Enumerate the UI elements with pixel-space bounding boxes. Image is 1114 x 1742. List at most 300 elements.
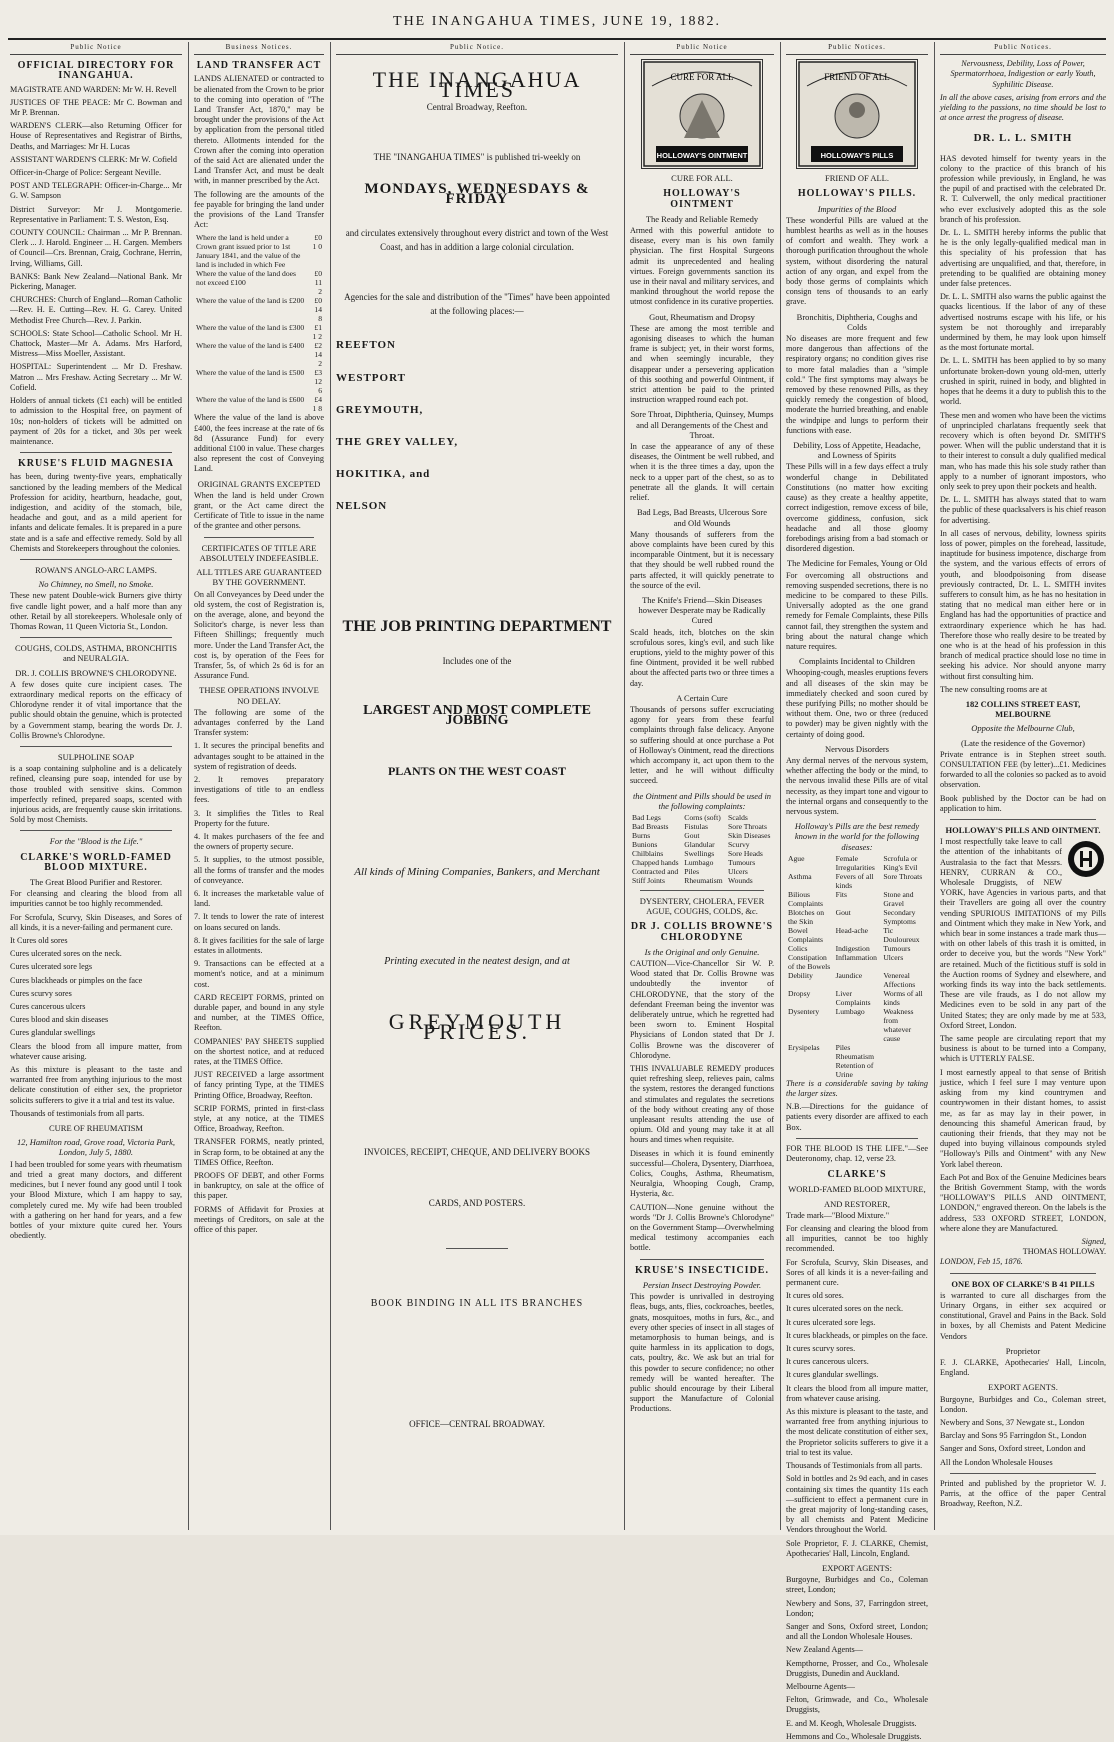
table-cell: Female Irregularities xyxy=(835,853,875,872)
divider xyxy=(446,1248,508,1249)
list-item: Officer-in-Charge of Police: Sergeant Neville. xyxy=(10,168,162,178)
table-cell: Sore Throats xyxy=(728,821,767,831)
smith-intro-2: In all the above cases, arising from errors and the yielding to the passions, no time should be lost to at once arrest the progress of disease. xyxy=(940,92,1106,123)
list-item: Thousands of testimonials from all parts. xyxy=(10,1108,145,1118)
cure-for-all: CURE FOR ALL. xyxy=(671,173,733,184)
pills-logo-label: FRIEND OF ALL xyxy=(824,72,890,83)
certificates-subtitle: ALL TITLES ARE GUARANTEED BY THE GOVERNMENT. xyxy=(196,567,322,588)
certain-cure-text: Thousands of persons suffer excruciating agony for years from these fearful complaints through false delicacy. Anyone so suffering should at once purchase a Pot of Holloway's Ointment, read the directions which accompany it, act upon them to the letter, and he will without difficulty succeed. xyxy=(630,704,774,786)
plants-heading: PLANTS ON THE WEST COAST xyxy=(387,764,567,779)
operations-list xyxy=(194,741,324,989)
table-cell xyxy=(881,1061,928,1079)
table-cell: Scalds xyxy=(728,812,748,822)
list-item: ASSISTANT WARDEN'S CLERK: Mr W. Cofield xyxy=(10,154,178,164)
list-item: MAGISTRATE AND WARDEN: Mr W. H. Revell xyxy=(10,84,177,94)
table-row xyxy=(194,269,324,296)
proprietor-label: Proprietor xyxy=(1005,1345,1041,1356)
list-item: Sold in bottles and 2s 9d each, and in cases containing six times the quantity 11s each—sufficient to effect a permanent cure in the great majority of long-standing cases, by all chemists and Patent Medicine Vendors throughout the World. xyxy=(786,1474,928,1535)
table-row xyxy=(630,831,774,840)
export-agents-list xyxy=(940,1395,1106,1468)
divider xyxy=(796,1138,918,1139)
table-cell: Bad Breasts xyxy=(632,821,669,831)
table-cell: Asthma xyxy=(788,871,812,881)
clarkes-title: CLARKE'S xyxy=(827,1169,887,1181)
table-cell: £1 1 2 xyxy=(312,323,322,342)
table-cell: Inflammation xyxy=(835,952,877,962)
table-cell: Gout xyxy=(684,830,700,840)
list-item: Burgoyne, Burbidges and Co., Coleman street, London. xyxy=(940,1394,1106,1414)
list-item: E. and M. Keogh, Wholesale Druggists. xyxy=(786,1718,917,1728)
caution-text: CAUTION—Vice-Chancellor Sir W. P. Wood stated that Dr. Collis Browne was undoubtedly the inventor of CHLORODYNE, that the story of the defendant Freeman being the inventor was deliberately untrue, which he regretted had been sworn to. Eminent Hospital Physicians of London stated that Dr J. Collis Browne was the discoverer of Chlorodyne. xyxy=(630,959,774,1060)
table-row xyxy=(630,813,774,822)
paper-address: Central Broadway, Reefton. xyxy=(426,101,528,112)
smith-consultation: Private entrance is in Stephen street south. CONSULTATION FEE (by letter)...£1. Medicines forwarded to all the colonies so packed as to avoid observation. xyxy=(940,749,1106,790)
kinds-note: All kinds of Mining Companies, Bankers, and Merchant xyxy=(354,865,600,878)
list-item: Cures blood and skin diseases xyxy=(10,1015,109,1025)
pills-logo-icon xyxy=(796,59,918,169)
testimonial-text: I had been troubled for some years with rheumatism and tried a great many doctors, and different medicines, but I never found any good until I took your Blood Mixture, which I am happy to say, completely cured me. My wife had been troubled with a gathering on her hand for years, and a few bottles of your mixture quite cured her. Yours obediently. xyxy=(10,1159,182,1241)
smith-paragraph: In all cases of nervous, debility, lowness spirits loss of power, pimples on the forehead, lassitude, inaptitude for business impotence, discharge from the system, and the various effects of errors of youth, and bloodpoisoning from disease previously contracted, Dr. L. L. SMITH invites sufferers to consult him, as he has no hesitation in stating that no medical man either here or in England has had the opportunities of practice and extraordinary experience which he has had. Therefore those who really desire to be treated by one who is at the head of his profession in this branch of medical practice should lose no time in seeking his advice. Nor should anyone marry without first consulting him. xyxy=(940,528,1106,681)
list-item: Felton, Grimwade, and Co., Wholesale Druggists, xyxy=(786,1695,928,1715)
list-item: Kempthorne, Prosser, and Co., Wholesale Druggists, Dunedin and Auckland. xyxy=(786,1658,928,1678)
saving-note: There is a considerable saving by taking the larger sizes. xyxy=(786,1078,928,1098)
smith-paragraph: The new consulting rooms are at xyxy=(940,684,1048,694)
table-cell: Liver Complaints xyxy=(835,988,871,1007)
list-item: CARD RECEIPT FORMS, printed on durable paper, and bound in any style and number, at the TIMES Office, Reefton. xyxy=(194,992,324,1033)
impurities-heading: Impurities of the Blood xyxy=(817,203,897,214)
list-item: New Zealand Agents— xyxy=(786,1645,863,1655)
table-cell: Bad Legs xyxy=(632,812,661,822)
table-row xyxy=(786,971,928,989)
skin-text: Scald heads, itch, blotches on the skin scrofulous sores, king's evil, and such like eruptions, yield to the mighty power of this fine Ointment, provided it be well rubbed about the affected parts two or three times a day. xyxy=(630,627,774,688)
list-item: Newbery and Sons, 37 Newgate st., London xyxy=(940,1417,1085,1427)
holloway-notice-title: HOLLOWAY'S PILLS AND OINTMENT. xyxy=(945,825,1101,836)
column-heading: Public Notices. xyxy=(940,42,1106,55)
lamps-title: ROWAN'S ANGLO-ARC LAMPS. xyxy=(35,564,157,575)
cough-text: A few doses quite cure incipient cases. The extraordinary medical reports on the efficacy of Chlorodyne render it of vital importance that the public should obtain the genuine, which is protected by a Government stamp, bearing the words Dr. J. Collis Browne's Chlorodyne. xyxy=(10,679,182,740)
table-cell: Fistulas xyxy=(684,821,708,831)
export-agents-heading: EXPORT AGENTS. xyxy=(988,1382,1058,1393)
certificates-text: On all Conveyances by Deed under the old system, the cost of Registration is, on the average, alone, and beyond the Solicitor's charge, is never less than Fifteen Shillings; frequently much more. Under the Land Transfer Act, the cost is, by operation of the Fees for Transfer, 5s, of which 2s 6d is for an Assurance Fund. xyxy=(194,589,324,681)
lamps-subtitle: No Chimney, no Smell, no Smoke. xyxy=(38,579,154,590)
cards-note: CARDS, AND POSTERS. xyxy=(428,1197,526,1208)
table-cell: Ulcers xyxy=(883,952,904,962)
table-cell: Sore Heads xyxy=(728,848,763,858)
divider xyxy=(20,746,172,747)
list-item: Burgoyne, Burbidges and Co., Coleman street, London; xyxy=(786,1575,928,1595)
divider xyxy=(20,830,172,831)
diseases-text: Diseases in which it is found eminently successful—Cholera, Dysentery, Diarrhoea, Colics, Coughs, Asthma, Rheumatism, Neuralgia, Whooping Cough, Cramp, Hysteria, &c. xyxy=(630,1148,774,1199)
table-cell: Erysipelas xyxy=(788,1042,820,1052)
table-cell: Chilblains xyxy=(632,848,664,858)
lamps-text: These new patent Double-wick Burners give thirty five candle light power, and a half more than any other. Retail by all storekeepers. Wholesale only of Thomas Rowan, 11 Queen Victoria St., London. xyxy=(10,591,182,631)
office-note: OFFICE—CENTRAL BROADWAY. xyxy=(409,1419,545,1430)
table-cell: Dysentery xyxy=(788,1006,820,1016)
list-item: TRANSFER FORMS, neatly printed, in Scrap form, to be obtained at any the TIMES Office, Reefton. xyxy=(194,1137,324,1167)
ointment-logo-label: CURE FOR ALL xyxy=(670,72,734,83)
table-cell: Secondary Symptoms xyxy=(883,907,916,926)
list-item: Cures ulcerated sores on the neck. xyxy=(10,949,122,959)
blood-heading: For the "Blood is the Life." xyxy=(49,836,143,847)
prices-heading: GREYMOUTH PRICES. xyxy=(388,1009,566,1045)
list-item: REEFTON xyxy=(336,339,396,352)
list-item: Hemmons and Co., Wholesale Druggists. xyxy=(786,1731,922,1741)
magnesia-text: has been, during twenty-five years, emphatically sanctioned by the leading members of the Medical Profession for acidity, heartburn, headache, gout, indigestion, and acidity of the stomach, bile, headache and gout, and as a mild aperient for infants and delicate females. It is prepared in a pure state and is a safe and effective remedy. Sold by all Chemists and Storekeepers throughout the colonies. xyxy=(10,472,182,553)
table-cell: Burns xyxy=(632,830,651,840)
original-grants-text: When the land is held under Crown grant, or the Act came direct the Certificate of Title to issue in the name of the grantee and other persons. xyxy=(194,490,324,531)
clarke-pills-text: is warranted to cure all discharges from the Urinary Organs, in either sex acquired or constitutional, Gravel and Pains in the Back. Sold in boxes, by all Chemists and Patent Medicine Vendors xyxy=(940,1290,1106,1341)
testimonial-address: 12, Hamilton road, Grove road, Victoria Park, London, July 5, 1880. xyxy=(16,1137,176,1158)
column-3 xyxy=(336,42,618,1530)
table-row xyxy=(786,890,928,908)
debility-heading: Debility, Loss of Appetite, Headache, and Lowness of Spirits xyxy=(793,440,921,461)
table-row xyxy=(786,953,928,971)
list-item: 1. It secures the principal benefits and advantages sought to be attained in the system of registration of deeds. xyxy=(194,741,324,771)
largest-heading: LARGEST AND MOST COMPLETE JOBBING xyxy=(363,703,591,729)
sole-proprietor: Sole Proprietor, F. J. CLARKE, Chemist, Apothecaries' Hall, Lincoln, England. xyxy=(786,1538,928,1558)
list-item: 7. It tends to lower the rate of interest on loans secured on lands. xyxy=(194,912,324,932)
fees-heading: The following are the amounts of the fee payable for bringing the land under the provisions of the Land Transfer Act: xyxy=(194,189,324,230)
divider xyxy=(640,1259,764,1260)
divider xyxy=(204,537,314,538)
column-heading: Public Notices. xyxy=(786,42,928,55)
table-row xyxy=(194,341,324,368)
table-row xyxy=(786,989,928,1007)
table-cell: Ague xyxy=(788,853,805,863)
signer-name: THOMAS HOLLOWAY. xyxy=(1022,1247,1106,1257)
table-cell: Rheumatism xyxy=(684,875,723,885)
table-cell: Contracted and xyxy=(632,866,679,876)
table-cell: Scurvy xyxy=(728,839,750,849)
table-cell: Where the value of the land does not exceed £100 xyxy=(196,269,296,288)
bad-legs-text: Many thousands of sufferers from the above complaints have been cured by this incomparable Ointment, but it is necessary that they should be well rubbed round the parts affected, it will quickly penetrate to the source of the evil. xyxy=(630,529,774,590)
masthead-rule xyxy=(8,38,1106,40)
list-item: As this mixture is pleasant to the taste, and warranted free from anything injurious to the most delicate constitution of either sex, the Proprietor solicits sufferers to give it a trial to test its value. xyxy=(786,1407,928,1457)
table-cell: Dropsy xyxy=(788,988,811,998)
table-row xyxy=(194,368,324,395)
bronchitis-text: No diseases are more frequent and few more dangerous than affections of the respiratory organs; no condition gives rise to more fatal maladies than a "simple cold." The first symptoms may always be removed by these renowned Pills, as they quickly remedy the congestion of blood, moderate the hurried breathing, and enable the windpipe and lungs to perform their functions with ease. xyxy=(786,334,928,435)
list-item: For cleansing and clearing the blood from all impurities cannot be too highly recommended. xyxy=(10,889,182,909)
table-cell: Where the value of the land is £600 xyxy=(196,395,305,405)
table-cell: Gout xyxy=(835,907,851,917)
complaints-note: the Ointment and Pills should be used in the following complaints: xyxy=(632,790,772,811)
table-row xyxy=(786,908,928,926)
smith-address: 182 COLLINS STREET EAST, MELBOURNE xyxy=(965,698,1081,720)
list-item: JUST RECEIVED a large assortment of fancy printing Type, at the TIMES Printing Office, Broadway, Reefton. xyxy=(194,1070,324,1100)
divider xyxy=(950,1473,1096,1474)
column-rule xyxy=(624,42,625,1530)
list-item: 2. It removes preparatory investigations of title to an endless fees. xyxy=(194,774,324,805)
females-heading: The Medicine for Females, Young or Old xyxy=(786,558,928,569)
diseases-table xyxy=(786,854,928,1079)
column-heading: Public Notice. xyxy=(336,42,618,55)
list-item: BANKS: Bank New Zealand—National Bank. Mr Pickering, Manager. xyxy=(10,271,182,292)
table-row xyxy=(194,233,324,269)
column-heading: Public Notice xyxy=(630,42,774,55)
column-2 xyxy=(194,42,324,1530)
list-item: It cures ulcerated sores on the neck. xyxy=(786,1304,904,1314)
table-cell xyxy=(881,1052,928,1061)
cough-subtitle: DR. J. COLLIS BROWNE'S CHLORODYNE. xyxy=(15,667,177,678)
ointment-text: Armed with this powerful antidote to disease, every man is his own family physician. The first Hospital Surgeons admit its unprecedented and healing virtues. Foreign governments sanction its use in their naval and military services, and mankind throughout the world repose the utmost confidence in its curative properties. xyxy=(630,226,774,307)
holloway-notice-text-3: I most earnestly appeal to that sense of British justice, which I feel sure I may venture upon asking from my kind countrymen and countrywomen in their distant homes, to assist me, as far as may lay in their power, in denouncing this shameful American fraud, by cautioning their friends, that they may not be duped into buying villainous compounds styled "Holloway's Pills and Ointment" with any New York label thereon. xyxy=(940,1067,1106,1169)
smith-paragraph: Dr. L. L. SMITH has always stated that to warn the public of these quacksalvers is his chief reason for advertising. xyxy=(940,495,1106,525)
table-row xyxy=(194,296,324,323)
table-row xyxy=(786,1052,928,1061)
table-cell: Swellings xyxy=(684,848,715,858)
column-5 xyxy=(786,42,928,1741)
publication-days: MONDAYS, WEDNESDAYS & FRIDAY xyxy=(364,181,590,208)
table-cell: £4 1 8 xyxy=(312,395,322,414)
publication-note: THE "INANGAHUA TIMES" is published tri-weekly on xyxy=(373,151,581,162)
magnesia-title: KRUSE'S FLUID MAGNESIA xyxy=(18,458,174,470)
export-agents-heading: EXPORT AGENTS: xyxy=(822,1562,892,1573)
hospital-note: Holders of annual tickets (£1 each) will be entitled to admission to the Hospital free, on payment of 10s; non-holders of tickets will be admitted on payment of 20s for a ticket, and 30s per week maintenance. xyxy=(10,396,182,446)
list-item: It cures scurvy sores. xyxy=(786,1344,856,1354)
table-cell: Bowel Complaints xyxy=(788,925,824,944)
skin-heading: The Knife's Friend—Skin Diseases however Desperate may be Radically Cured xyxy=(638,594,766,626)
divider xyxy=(20,637,172,638)
table-cell: Bunions xyxy=(632,839,658,849)
divider xyxy=(640,890,764,891)
insecticide-subtitle: Persian Insect Destroying Powder. xyxy=(642,1279,762,1290)
impurities-text: These wonderful Pills are valued at the humblest hearths as well as in the houses of comfort and wealth. They work a thorough purification throughout the whole system, without disordering the natural action of any organ, and expel from the body those germs of complaints which consign tens of thousands to an early grave. xyxy=(786,215,928,307)
certain-cure-heading: A Certain Cure xyxy=(676,692,728,703)
column-6 xyxy=(940,42,1106,1530)
diseases-note: Holloway's Pills are the best remedy known in the world for the following diseases: xyxy=(794,821,920,852)
original-genuine: Is the Original and only Genuine. xyxy=(644,946,760,957)
column-4 xyxy=(630,42,774,1530)
column-rule xyxy=(780,42,781,1530)
smith-paragraph: Dr. L. L. SMITH also warns the public against the quacks licentious. If the labor of any of these advertised nostrums escape with his life, or his system be not thoroughly and irreparably undermined by them, he may look upon himself as the most fortunate mortal. xyxy=(940,292,1106,353)
table-cell: Piles xyxy=(835,1042,851,1052)
job-printing-title: THE JOB PRINTING DEPARTMENT xyxy=(342,617,612,635)
export-agents-list xyxy=(786,1575,928,1742)
sore-throat-text: In case the appearance of any of these diseases, the Ointment be well rubbed, and when it is the three times a day, upon the neck to a upper part of the chest, so as to penetrate all the glands. It will certain relief. xyxy=(630,442,774,503)
table-row xyxy=(786,1061,928,1079)
list-item: 8. It gives facilities for the sale of large estates in allotments. xyxy=(194,935,324,955)
proprietor-name: F. J. CLARKE, Apothecaries' Hall, Lincoln, England. xyxy=(940,1357,1106,1378)
table-cell: Chapped hands xyxy=(632,857,679,867)
list-item: Sanger and Sons, Oxford street, London; and all the London Wholesale Houses. xyxy=(786,1621,928,1642)
column-rule xyxy=(330,42,331,1530)
list-item: GREYMOUTH, xyxy=(336,403,424,416)
list-item: Cures glandular swellings xyxy=(10,1028,96,1038)
table-row xyxy=(786,944,928,953)
divider xyxy=(950,1273,1096,1274)
table-cell: Where the land is held under a Crown grant issued prior to 1st January 1841, and the value of the land is included in which Fee xyxy=(196,233,301,270)
testimonial-heading: CURE OF RHEUMATISM xyxy=(49,1123,143,1134)
cough-title: COUGHS, COLDS, ASTHMA, BRONCHITIS and NEURALGIA. xyxy=(15,643,177,664)
table-cell: Colics xyxy=(788,943,808,953)
table-row xyxy=(630,822,774,831)
table-cell: Scrofula or King's Evil xyxy=(883,853,918,872)
places-list xyxy=(336,340,618,511)
certificates-title: CERTIFICATES OF TITLE ARE ABSOLUTELY INDEFEASIBLE. xyxy=(199,542,319,563)
table-cell: Constipation of the Bowels xyxy=(788,952,831,971)
table-cell xyxy=(881,1043,928,1052)
bad-legs-heading: Bad Legs, Bad Breasts, Ulcerous Sore and Old Wounds xyxy=(636,507,768,528)
table-cell: Sore Throats xyxy=(883,871,923,881)
list-item: 4. It makes purchasers of the fee and the owners of property secure. xyxy=(194,831,324,852)
smith-book: Book published by the Doctor can be had on application to him. xyxy=(940,793,1106,813)
list-item: Cures ulcerated sore legs xyxy=(10,962,93,972)
table-cell: £2 14 2 xyxy=(314,341,322,369)
table-row xyxy=(786,1007,928,1043)
operations-title: THESE OPERATIONS INVOLVE NO DELAY. xyxy=(199,685,319,706)
list-item: It Cures old sores xyxy=(10,936,68,946)
list-item: Clears the blood from all impure matter, from whatever cause arising. xyxy=(10,1041,182,1061)
small-ads xyxy=(194,993,324,1235)
table-cell: Retention of Urine xyxy=(835,1060,874,1079)
table-cell: £0 14 8 xyxy=(314,296,322,324)
list-item: CHURCHES: Church of England—Roman Catholic—Rev. H. E. Cutting—Rev. H. G. Carey. United Methodist Free Church—Rev. J. Parkin. xyxy=(10,295,182,325)
table-cell: Debility xyxy=(788,970,813,980)
insecticide-text: This powder is unrivalled in destroying fleas, bugs, ants, flies, cockroaches, beetles, gnats, mosquitoes, moths in furs, &c., and every other species of insect in all stages of metamorphosis to human beings, and is quite harmless in its application to dogs, cats, poultry, &c. We ask but an trial for this powder to secure confidence; no other remedy will be wanted hereafter. The public should encourage by their Liberal support the Manufacture of Colonial Productions. xyxy=(630,1292,774,1414)
list-item: 6. It increases the marketable value of land. xyxy=(194,888,324,909)
table-cell xyxy=(786,1052,834,1061)
sore-throat-heading: Sore Throat, Diphtheria, Quinsey, Mumps and all Derangements of the Chest and Throat. xyxy=(630,409,774,440)
children-heading: Complaints Incidental to Children xyxy=(799,656,915,667)
signed-label: Signed, xyxy=(1081,1236,1106,1246)
table-cell: Weakness from whatever cause xyxy=(883,1006,914,1043)
list-item: It cures ulcerated sore legs. xyxy=(786,1317,876,1327)
table-cell: Stiff Joints xyxy=(632,875,665,885)
clarke-subtitle: The Great Blood Purifier and Restorer. xyxy=(29,877,163,888)
table-cell: Corns (soft) xyxy=(684,812,721,822)
divider xyxy=(950,819,1096,820)
table-cell: Skin Diseases xyxy=(728,830,771,840)
smith-late: (Late the residence of the Governor) xyxy=(961,737,1085,748)
table-cell: Lumbago xyxy=(835,1006,865,1016)
clarke-title: CLARKE'S WORLD-FAMED BLOOD MIXTURE. xyxy=(20,851,172,873)
list-item: It cures cancerous ulcers. xyxy=(786,1357,869,1367)
dysentery-heading: DYSENTERY, CHOLERA, FEVER AGUE, COUGHS, COLDS, &c. xyxy=(639,895,765,917)
table-cell: Blotches on the Skin xyxy=(788,907,825,926)
smith-paragraph: These men and women who have been the victims of unprincipled charlatans frequently seek that recovery which is often beyond Dr. SMITH'S power. When will the public understand that it is to their interest to consult a duly qualified medical man, who has made this his sole study rather than apply to a number of ignorant impostors, who only seek to prey upon their pockets and health. xyxy=(940,410,1106,491)
table-cell: £3 12 6 xyxy=(314,368,322,396)
females-text: For overcoming all obstructions and removing suspended secretions, there is no medicine to be compared to these Pills. Universally adopted as the one grand remedy for Female Complaints, these Pills cannot fail, they strengthen the system and bring about the natural change which nature requires. xyxy=(786,570,928,651)
binding-note: BOOK BINDING IN ALL ITS BRANCHES xyxy=(370,1297,584,1309)
list-item: JUSTICES OF THE PEACE: Mr C. Bowman and Mr P. Brennan. xyxy=(10,97,182,118)
list-item: District Surveyor: Mr J. Montgomerie. Representative in Parliament: T. S. Weston, Esq. xyxy=(10,204,182,224)
gout-heading: Gout, Rheumatism and Dropsy xyxy=(649,311,755,322)
ointment-logo-icon xyxy=(641,59,763,169)
includes-note: Includes one of the xyxy=(442,655,512,666)
smith-opposite: Opposite the Melbourne Club, xyxy=(971,723,1075,734)
nervous-heading: Nervous Disorders xyxy=(825,743,889,754)
list-item: THE GREY VALLEY, xyxy=(336,436,459,449)
divider xyxy=(20,559,172,560)
list-item: Sanger and Sons, Oxford street, London and xyxy=(940,1444,1086,1454)
pills-title: HOLLOWAY'S PILLS. xyxy=(797,188,917,200)
directory-title: OFFICIAL DIRECTORY FOR INANGAHUA. xyxy=(17,60,175,82)
soap-text: is a soap containing sulpholine and is a delicately refined, cleansing pure soap, intended for use by those troubled with sensitive skins. Common imperfectly refined, prepared soaps, scented with injurious acids, are frequently cause skin irritations. Sold by most Chemists. xyxy=(10,764,182,825)
ointment-title: HOLLOWAY'S OINTMENT xyxy=(663,188,741,210)
list-item: It cures old sores. xyxy=(786,1291,844,1301)
friend-of-all: FRIEND OF ALL. xyxy=(825,173,889,184)
trade-mark: Trade mark—"Blood Mixture." xyxy=(786,1210,890,1220)
list-item: NELSON xyxy=(336,500,388,513)
fees-table xyxy=(194,233,324,413)
ointment-logo-banner: HOLLOWAY'S OINTMENT xyxy=(656,151,748,161)
smith-paragraph: Dr. L. L. SMITH has been applied to by so many unfortunate broken-down young old-men, utterly crushed in spirit, ruined in body, and blighted in hopes that he deems it a duty to publish this to the world. xyxy=(940,356,1106,407)
caution-2-text: CAUTION—None genuine without the words "Dr J. Collis Browne's Chlorodyne" on the Government Stamp—Overwhelming medical testimony accompanies each bottle. xyxy=(630,1202,774,1253)
list-item: POST AND TELEGRAPH: Officer-in-Charge... Mr G. W. Sampson xyxy=(10,181,182,201)
soap-title: SULPHOLINE SOAP xyxy=(57,751,135,762)
table-cell: £0 11 2 xyxy=(314,269,322,297)
column-1 xyxy=(10,42,182,1530)
list-item: Cures cancerous ulcers xyxy=(10,1002,86,1012)
debility-text: These Pills will in a few days effect a truly wonderful change in Debilitated Constitutions (no matter how exciting cause) as they create a healthy appetite, correct indigestion, remove excess of bile, overcome giddiness, confusion, sick headache and all those gloomy forebodings arising from a bad stomach or disordered digestion. xyxy=(786,462,928,554)
trade-mark-icon xyxy=(1066,839,1106,879)
restorer-title: AND RESTORER, xyxy=(824,1198,890,1209)
table-cell: Lumbago xyxy=(684,857,714,867)
smith-paragraph: Dr. L. L. SMITH hereby informs the public that he is the only legally-qualified medical man in this speciality of his profession that has advertising are unqualified, and that, therefore, in pretending to be qualified are obtaining money under false pretences. xyxy=(940,228,1106,289)
table-row xyxy=(786,1043,928,1052)
table-row xyxy=(786,872,928,890)
list-item: Cures blackheads or pimples on the face xyxy=(10,975,143,985)
list-item: As this mixture is pleasant to the taste and warranted free from anything injurious to the most delicate constitution of either sex, the proprietor solicits sufferers to give it a trial and test its value. xyxy=(10,1065,182,1105)
list-item: HOKITIKA, and xyxy=(336,468,431,481)
list-item: Barclay and Sons 95 Farringdon St., London xyxy=(940,1431,1087,1441)
list-item: Cures scurvy sores xyxy=(10,988,72,998)
list-item: SCRIP FORMS, printed in first-class style, at any notice, at the TIMES Office, Broadway, Reefton. xyxy=(194,1103,324,1134)
children-text: Whooping-cough, measles eruptions fevers and all diseases of the skin may be immediately checked and soon cured by these purifying Pills; no mother should be without them. One, two or three (reduced to powder) may be given nightly with the certainty of doing good. xyxy=(786,668,928,739)
collis-browne-title: DR J. COLLIS BROWNE'S CHLORODYNE xyxy=(630,921,774,943)
nervous-text: Any dermal nerves of the nervous system, whether affecting the body or the mind, to the nervous invalid these Pills are of vital necessity, as they impart tone and vigour to the internal organs and consequently to the nervous system. xyxy=(786,755,928,816)
list-item: It cures glandular swellings. xyxy=(786,1370,879,1380)
list-item: For Scrofula, Scurvy, Skin Diseases, and Sores of all kinds, it is a never-failing and permanent cure. xyxy=(10,912,182,932)
smith-title: DR. L. L. SMITH xyxy=(973,132,1073,145)
list-item: It cures blackheads, or pimples on the face. xyxy=(786,1330,928,1340)
table-cell: Jaundice xyxy=(835,970,863,980)
table-cell: Ulcers xyxy=(728,866,748,876)
list-item: COMPANIES' PAY SHEETS supplied on the shortest notice, and at reduced rates, at the TIMES Office. xyxy=(194,1036,324,1067)
clarke-list xyxy=(10,889,182,1119)
table-cell: Bilious Complaints xyxy=(788,889,824,908)
table-cell: Tumours xyxy=(728,857,756,867)
list-item: For cleansing and clearing the blood from all impurities, cannot be too highly recommended. xyxy=(786,1224,928,1254)
list-item: Thousands of Testimonials from all parts. xyxy=(786,1461,923,1471)
holloway-notice-text-4: Each Pot and Box of the Genuine Medicines bears the British Government Stamp, with the words "HOLLOWAY'S PILLS AND OINTMENT, LONDON," engraved thereon. On the labels is the address, 533 OXFORD STREET, LONDON, where alone they are Manufactured. xyxy=(940,1172,1106,1233)
operations-intro: The following are some of the advantages conferred by the Land Transfer system: xyxy=(194,707,324,738)
table-cell: Rheumatism xyxy=(835,1051,874,1061)
list-item: All the London Wholesale Houses xyxy=(940,1457,1053,1467)
signed-date: LONDON, Feb 15, 1876. xyxy=(940,1257,1023,1267)
insecticide-title: KRUSE'S INSECTICIDE. xyxy=(635,1264,769,1276)
complaints-table xyxy=(630,813,774,885)
paper-title: THE INANGAHUA TIMES xyxy=(372,67,582,103)
ointment-remedy: The Ready and Reliable Remedy xyxy=(645,213,759,224)
list-item: 9. Transactions can be effected at a moment's notice, and at a minimum cost. xyxy=(194,959,324,989)
list-item: WESTPORT xyxy=(336,371,406,384)
table-cell: Where the value of the land is £500 xyxy=(196,368,305,378)
gout-text: These are among the most terrible and agonising diseases to which the human frame is subject; yet, in their worst forms, and when seemingly incurable, they disappear under a persevering application of this soothing and powerful Ointment, if strict attention be paid to the printed instruction wrapped round each pot. xyxy=(630,323,774,405)
clarke-pills-title: ONE BOX OF CLARKE'S B 41 PILLS xyxy=(951,1278,1095,1289)
table-cell: Glandular xyxy=(684,839,715,849)
table-row xyxy=(630,867,774,876)
table-row xyxy=(630,876,774,885)
list-item: WARDEN'S CLERK—also Returning Officer for House of Representatives and Registrar of Births, Deaths, and Marriages: Mr H. Lucas xyxy=(10,121,182,151)
table-row xyxy=(630,849,774,858)
smith-intro: Nervousness, Debility, Loss of Power, Spermatorrhoea, Indigestion or early Youth, Syphilitic Disease. xyxy=(950,59,1096,89)
table-cell: Fits xyxy=(835,889,847,899)
column-heading: Public Notice xyxy=(10,42,182,55)
list-item: Newbery and Sons, 37, Farringdon street, London; xyxy=(786,1598,928,1618)
table-cell: Where the value of the land is £200 xyxy=(196,296,305,306)
bronchitis-heading: Bronchitis, Diphtheria, Coughs and Colds xyxy=(796,311,918,332)
